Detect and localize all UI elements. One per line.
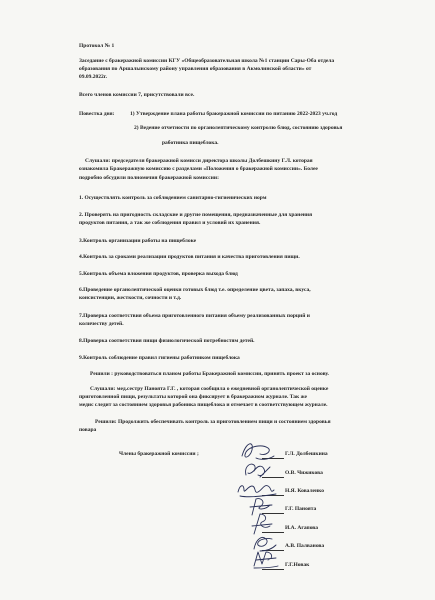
member-name: Г.Г. Паноята (285, 506, 317, 512)
attendance-text: Всего членов комиссии 7, присутствовали все. (79, 92, 195, 98)
agenda-label: Повестка дня: (79, 111, 115, 117)
signature-novak (248, 548, 280, 570)
duty-item: 4.Контроль за сроками реализации продуктов питания и качества приготовления пищи. (79, 254, 300, 260)
decision-2: повара (79, 427, 97, 433)
member-name: Н.Я. Коваленко (285, 488, 325, 494)
duty-item: продуктов питания, а так же соблюдения правил и условий их хранения. (79, 220, 261, 226)
member-name: Г.Г.Новак (285, 562, 310, 568)
members-label: Члены бракеражной комиссии ; (119, 451, 199, 457)
member-name: О.В. Чижикова (285, 470, 323, 476)
decision-1: Решили : руководствоваться планом работы Бракеражной комиссии, принять проект за основу. (90, 371, 329, 377)
heard-2-paragraph: Слушали: мед.сестру Паноята Г.Г. , которая сообщила о ежедневной органолептической оценке (90, 386, 329, 392)
header-line: 09.09.2022г. (79, 74, 108, 80)
header-line: образования по Аршалынскому району управления образования в Акмолинской области» от (79, 66, 312, 72)
agenda-item-2: работника пищеблока. (162, 140, 219, 146)
member-name: И.А. Агапова (285, 525, 319, 531)
duty-item: 9.Контроль соблюдение правил гигиены работником пищеблока (79, 355, 240, 361)
decision-2: Решили: Продолжить обеспечивать контроль за приготовлением пищи и состоянием здоровья (95, 419, 331, 425)
member-name: Г.Л. Долбешкина (285, 451, 328, 457)
heard-2-paragraph: приготовленной пищи, результаты которой она фиксирует в бракеражном журнале. Так же (79, 394, 307, 400)
heard-paragraph: подробно обсудили полномочия бракеражной комиссии: (79, 175, 219, 181)
duty-item: 2. Проверять на пригодность складские и другие помещения, предназначенные для хранения (79, 212, 313, 218)
duty-item: консистенции, жесткости, сочности и т.д. (79, 295, 182, 301)
duty-item: 3.Контроль организации работы на пищеблоке (79, 238, 197, 244)
duty-item: 6.Проведение органолептической оценки готовых блюд т.е. определение цвета, запаха, вкуса, (79, 287, 311, 293)
duty-item: 5.Контроль объема вложения продуктов, проверка выхода блюд (79, 271, 238, 277)
duty-item: 8.Проверка соответствия пищи физиологической потребностям детей. (79, 338, 255, 344)
member-name: А.В. Палванова (285, 543, 325, 549)
header-line: Заседание с бракеражной комиссии КГУ «Общеобразовательная школа №1 станции Сары-Оба отдела (79, 58, 335, 64)
heard-paragraph: Слушали: председателя бракеражной комисси директора школы Долбешкину Г.Л. которая (85, 158, 313, 164)
heard-paragraph: ознакомила Бракеражную комиссию с разделами «Положения о бракеражной комиссии». Более (79, 166, 318, 172)
duty-item: количеству детей. (79, 321, 124, 327)
duty-item: 1. Осуществлять контроль за соблюдением санитарно-гигиенических норм (79, 195, 267, 201)
protocol-title: Протокол № 1 (79, 43, 115, 49)
duty-item: 7.Проверка соответствия объема приготовленного питания объему реализованных порций и (79, 313, 310, 319)
agenda-item-2: 2) Ведение отчетности по органолептическому контролю блюд, состоянию здоровья (134, 125, 343, 131)
agenda-item-1: 1) Утверждение плана работы бракеражной комиссии по питанию 2022-2023 уч.год (130, 111, 338, 117)
heard-2-paragraph: медис следит за состоянием здоровья рабоника пищеблока и отмечает в соответствующем журнале. (79, 402, 328, 408)
